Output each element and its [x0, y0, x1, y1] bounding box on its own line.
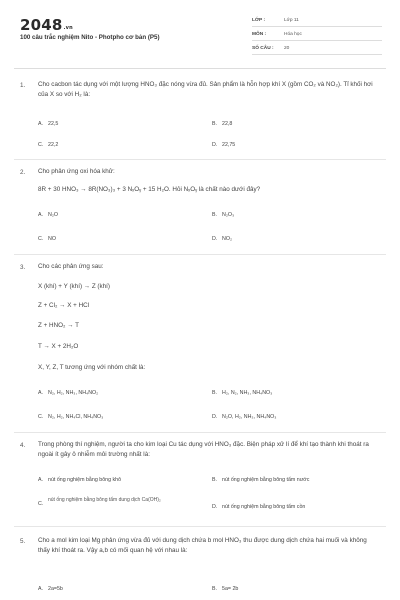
reaction-line: X (khí) + Y (khí) → Z (khí)	[38, 283, 111, 290]
meta-row-mon	[252, 28, 382, 41]
option-c[interactable]	[38, 414, 103, 420]
option-text: H₂, N₂, NH₃, NH₄NO₃	[222, 390, 273, 396]
option-text: 22,2	[48, 142, 59, 148]
option-text: N₂O	[48, 212, 59, 218]
option-d[interactable]	[212, 504, 305, 510]
option-text: N₂, H₂, NH₃, NH₄NO₂	[48, 390, 99, 396]
option-text: nút ống nghiệm bằng bông tẩm cồn	[222, 504, 306, 510]
header-divider	[14, 68, 386, 69]
option-letter: A.	[38, 586, 44, 592]
option-text: N₂, H₂, NH₄Cl, NH₄NO₃	[48, 414, 104, 420]
reaction-line: 8R + 30 HNO₃ → 8R(NO₃)₃ + 3 NₓOᵧ + 15 H₂O. Hỏi NₓOᵧ là chất nào dưới đây?	[38, 186, 261, 193]
question-divider	[14, 526, 386, 527]
question-text: Cho các phản ứng sau:	[38, 263, 104, 270]
option-a[interactable]	[38, 477, 121, 483]
option-c[interactable]	[38, 497, 198, 507]
question-text: Cho phản ứng oxi hóa khử:	[38, 168, 115, 175]
option-b[interactable]	[212, 121, 232, 127]
option-letter: D.	[212, 414, 218, 420]
option-letter: D.	[212, 236, 218, 242]
option-d[interactable]	[212, 236, 232, 242]
option-a[interactable]	[38, 586, 63, 592]
option-letter: C.	[38, 501, 44, 507]
option-c[interactable]	[38, 142, 58, 148]
meta-label: SỐ CÂU :	[252, 46, 274, 51]
question-text: Cho a mol kim loại Mg phản ứng vừa đủ với dung dịch chứa b mol HNO₃ thu được dung dịch chứa hai muối và không thấy khí thoát ra. Vậy a,b có mối quan hệ với nhau là:	[38, 537, 367, 554]
brand-name: 2048	[20, 16, 63, 34]
brand-suffix: .vn	[63, 25, 73, 31]
question-number: 5.	[20, 538, 26, 545]
option-c[interactable]	[38, 236, 56, 242]
option-a[interactable]	[38, 121, 58, 127]
option-text: nút ống nghiệm bằng bông tẩm nước	[222, 477, 310, 483]
question-divider	[14, 432, 386, 433]
option-letter: A.	[38, 121, 44, 127]
option-letter: B.	[212, 390, 218, 396]
option-b[interactable]	[212, 212, 234, 218]
option-a[interactable]	[38, 390, 98, 396]
option-a[interactable]	[38, 212, 58, 218]
reaction-line: Z + Cl₂ → X + HCl	[38, 302, 90, 309]
meta-row-lop	[252, 14, 382, 27]
option-text: N₂O, H₂, NH₃, NH₄NO₃	[222, 414, 277, 420]
option-letter: A.	[38, 212, 44, 218]
option-letter: A.	[38, 477, 44, 483]
question-text: Trong phòng thí nghiệm, người ta cho kim loại Cu tác dụng với HNO₃ đặc. Biện pháp xử lí để khí tạo thành khi thoát ra ngoài ít gây ô nhiễm môi trường nhất là:	[38, 441, 369, 458]
question-number: 1.	[20, 82, 26, 89]
option-letter: C.	[38, 414, 44, 420]
option-text: N₂O₃	[222, 212, 235, 218]
reaction-line: Z + HNO₂ → T	[38, 322, 79, 329]
meta-value: 20	[284, 46, 290, 51]
reaction-line: T → X + 2H₂O	[38, 343, 79, 350]
option-letter: A.	[38, 390, 44, 396]
question-number: 4.	[20, 442, 26, 449]
option-text: NO	[48, 236, 56, 242]
question-divider	[14, 159, 386, 160]
option-text: 22,75	[222, 142, 236, 148]
meta-value: Lớp 11	[284, 18, 299, 23]
option-text: 22,8	[222, 121, 233, 127]
question-divider	[14, 254, 386, 255]
option-d[interactable]	[212, 414, 276, 420]
option-letter: D.	[212, 504, 218, 510]
option-letter: C.	[38, 142, 44, 148]
meta-value: Hóa học	[284, 32, 302, 37]
option-text: 22,5	[48, 121, 59, 127]
meta-row-socau	[252, 42, 382, 55]
meta-label: MÔN :	[252, 32, 267, 37]
document-title: 100 câu trắc nghiệm Nito - Photpho cơ bản (P5)	[20, 34, 160, 41]
option-b[interactable]	[212, 390, 272, 396]
option-b[interactable]	[212, 477, 309, 483]
option-letter: B.	[212, 121, 218, 127]
option-text: 2a=5b	[48, 586, 63, 592]
question-number: 2.	[20, 169, 26, 176]
option-d[interactable]	[212, 142, 235, 148]
reaction-line: X, Y, Z, T tương ứng với nhóm chất là:	[38, 364, 146, 371]
question-text: Cho cacbon tác dụng với một lượng HNO₃ đặc nóng vừa đủ. Sản phẩm là hỗn hợp khí X (gồm CO₂ và NO₂). Tỉ khối hơi của X so với H₂ là:	[38, 81, 373, 98]
meta-label: LỚP :	[252, 18, 266, 23]
option-letter: B.	[212, 212, 218, 218]
option-letter: C.	[38, 236, 44, 242]
option-text: 5a= 2b	[222, 586, 239, 592]
option-b[interactable]	[212, 586, 238, 592]
option-text: nút ống nghiệm bằng bông tẩm dung dịch Ca(OH)₂	[48, 497, 161, 503]
option-text: NO₂	[222, 236, 233, 242]
option-letter: B.	[212, 477, 218, 483]
option-letter: D.	[212, 142, 218, 148]
brand-logo[interactable]	[20, 16, 73, 34]
option-text: nút ống nghiệm bằng bông khô	[48, 477, 122, 483]
question-number: 3.	[20, 264, 26, 271]
option-letter: B.	[212, 586, 218, 592]
